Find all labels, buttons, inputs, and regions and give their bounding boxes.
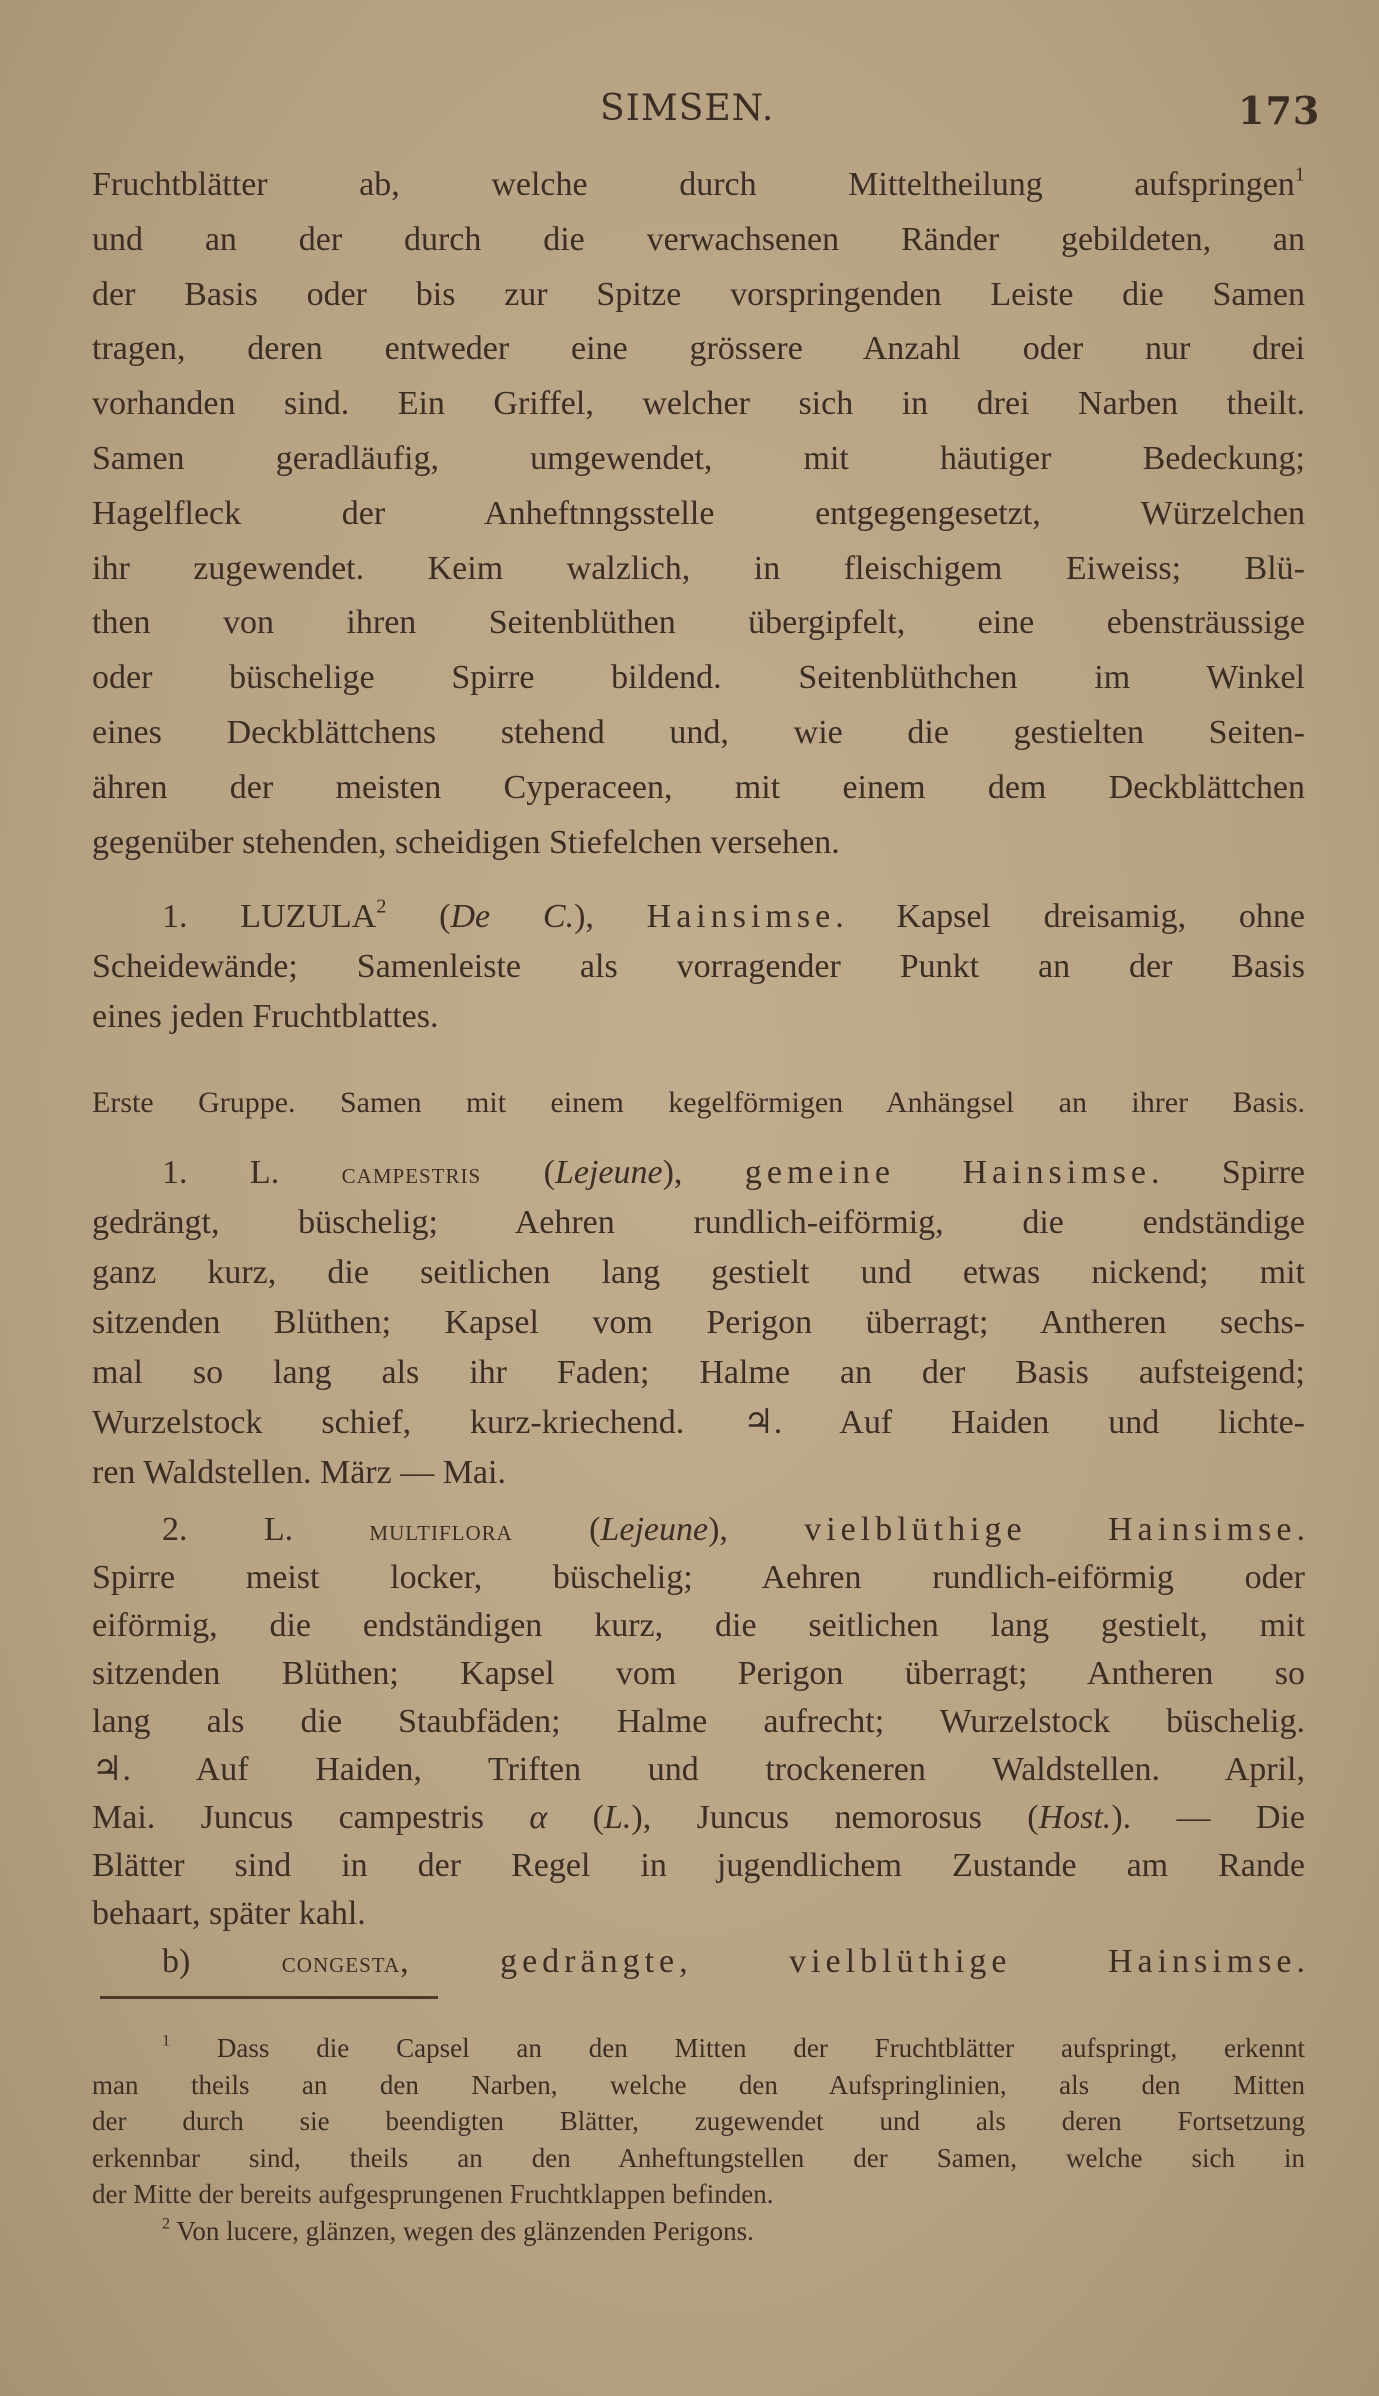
- styled-text: gemeine Hainsimse: [744, 1154, 1151, 1191]
- text-segment: (: [547, 1799, 604, 1836]
- text-segment: Dass die Capsel an den Mitten der Fruchtblätter aufspringt, erkennt: [170, 2033, 1305, 2063]
- text-segment: gegenüber stehenden, scheidigen Stiefelchen versehen.: [92, 823, 840, 861]
- text-line: [92, 1398, 1305, 1448]
- text-line: [92, 1448, 1305, 1498]
- styled-text: congesta: [281, 1945, 401, 1979]
- text-line: [92, 1078, 1305, 1128]
- text-line: [92, 816, 1305, 871]
- text-segment: lang als die Staubfäden; Halme aufrecht; Wurzelstock büschelig.: [92, 1703, 1305, 1740]
- text-line: [92, 992, 1305, 1042]
- text-segment: ), Juncus nemorosus (: [631, 1799, 1039, 1836]
- text-line: [92, 651, 1305, 706]
- text-segment: gedrängt, büschelig; Aehren rundlich-eiförmig, die endständige: [92, 1204, 1305, 1241]
- text-line: [92, 1842, 1305, 1890]
- text-line: [92, 1890, 1305, 1938]
- text-segment: der Mitte der bereits aufgesprungenen Fruchtklappen befinden.: [92, 2179, 774, 2210]
- text-line: [92, 2030, 1305, 2067]
- text-segment: der durch sie beendigten Blätter, zugewendet und als deren Fortsetzung: [92, 2106, 1305, 2137]
- text-line: [92, 1348, 1305, 1398]
- text-line: [92, 1506, 1305, 1554]
- text-line: [92, 377, 1305, 432]
- text-segment: 1. L.: [162, 1154, 342, 1191]
- genus-luzula-paragraph: [92, 892, 1305, 1042]
- text-segment: 1. LUZULA: [162, 898, 377, 935]
- text-segment: ähren der meisten Cyperaceen, mit einem dem Deckblättchen: [92, 768, 1305, 806]
- styled-text: vielblüthige Hainsimse: [804, 1511, 1297, 1548]
- text-segment: Fruchtblätter ab, welche durch Mitteltheilung aufspringen: [92, 166, 1295, 203]
- text-segment: (: [386, 898, 451, 935]
- text-segment: then von ihren Seitenblüthen übergipfelt, eine ebensträussige: [92, 604, 1305, 642]
- text-line: [92, 892, 1305, 942]
- text-segment: man theils an den Narben, welche den Aufspringlinien, als den Mitten: [92, 2069, 1305, 2100]
- footnotes: [92, 2030, 1305, 2250]
- footnote-marker: 1: [162, 2031, 171, 2050]
- text-line: [92, 1746, 1305, 1794]
- styled-text: L.: [603, 1799, 632, 1836]
- text-line: [92, 761, 1305, 816]
- text-segment: Samen geradläufig, umgewendet, mit häutiger Bedeckung;: [92, 439, 1305, 477]
- text-line: [92, 432, 1305, 487]
- footnote-marker: 2: [162, 2214, 171, 2233]
- text-segment: und an der durch die verwachsenen Ränder gebildeten, an: [92, 220, 1305, 258]
- running-header-title: SIMSEN.: [600, 88, 775, 129]
- text-segment: eines Deckblättchens stehend und, wie die gestielten Seiten-: [92, 713, 1305, 751]
- text-line: [92, 1298, 1305, 1348]
- text-segment: sitzenden Blüthen; Kapsel vom Perigon überragt; Antheren so: [92, 1655, 1305, 1692]
- text-segment: ),: [662, 1154, 745, 1191]
- footnote-marker: 1: [1294, 163, 1305, 186]
- styled-text: campestris: [341, 1156, 482, 1190]
- text-segment: Von lucere, glänzen, wegen des glänzenden Perigons.: [170, 2215, 754, 2246]
- text-segment: eiförmig, die endständigen kurz, die seitlichen lang gestielt, mit: [92, 1607, 1305, 1644]
- text-segment: 2. L.: [162, 1511, 370, 1548]
- text-segment: ganz kurz, die seitlichen lang gestielt und etwas nickend; mit: [92, 1254, 1305, 1291]
- text-segment: mal so lang als ihr Faden; Halme an der Basis aufsteigend;: [92, 1354, 1305, 1391]
- text-segment: Blätter sind in der Regel in jugendlichem Zustande am Rande: [92, 1847, 1305, 1884]
- text-segment: eines jeden Fruchtblattes.: [92, 998, 439, 1035]
- text-segment: der Basis oder bis zur Spitze vorspringenden Leiste die Samen: [92, 275, 1305, 313]
- text-segment: ihr zugewendet. Keim walzlich, in fleischigem Eiweiss; Blü-: [92, 549, 1305, 587]
- text-line: [92, 2103, 1305, 2140]
- species-multiflora-paragraph: [92, 1506, 1305, 1986]
- text-line: [92, 542, 1305, 597]
- text-line: [92, 1148, 1305, 1198]
- text-segment: Scheidewände; Samenleiste als vorragender Punkt an der Basis: [92, 948, 1305, 985]
- text-segment: . Kapsel dreisamig, ohne: [835, 898, 1306, 935]
- text-segment: . Spirre: [1151, 1154, 1306, 1191]
- text-segment: oder büschelige Spirre bildend. Seitenblüthchen im Winkel: [92, 659, 1305, 697]
- text-segment: Mai. Juncus campestris: [92, 1799, 530, 1836]
- text-segment: erkennbar sind, theils an den Anheftungstellen der Samen, welche sich in: [92, 2142, 1305, 2173]
- styled-text: De C.: [450, 898, 575, 935]
- text-segment: (: [481, 1154, 555, 1191]
- styled-text: α: [529, 1799, 548, 1836]
- group-heading: [92, 1078, 1305, 1128]
- text-line: [92, 158, 1305, 213]
- styled-text: Lejeune: [554, 1154, 663, 1191]
- text-line: [92, 213, 1305, 268]
- text-line: [92, 1794, 1305, 1842]
- species-campestris-paragraph: [92, 1148, 1305, 1498]
- text-line: [92, 268, 1305, 323]
- text-segment: behaart, später kahl.: [92, 1895, 366, 1932]
- text-line: [92, 596, 1305, 651]
- text-line: [92, 322, 1305, 377]
- text-line: [92, 2140, 1305, 2177]
- text-segment: ),: [574, 898, 647, 935]
- text-line: [92, 1248, 1305, 1298]
- text-line: [92, 1650, 1305, 1698]
- styled-text: Hainsimse: [646, 898, 836, 935]
- text-line: [92, 1938, 1305, 1986]
- text-segment: sitzenden Blüthen; Kapsel vom Perigon überragt; Antheren sechs-: [92, 1304, 1305, 1341]
- styled-text: Host.: [1038, 1799, 1112, 1836]
- text-line: [92, 1198, 1305, 1248]
- text-segment: ,: [400, 1943, 501, 1980]
- text-segment: (: [512, 1511, 601, 1548]
- text-segment: ren Waldstellen. März — Mai.: [92, 1454, 506, 1491]
- text-segment: Spirre meist locker, büschelig; Aehren rundlich-eiförmig oder: [92, 1559, 1305, 1596]
- text-segment: .: [1296, 1943, 1306, 1980]
- footnote-divider: [100, 1996, 438, 1999]
- styled-text: multiflora: [369, 1513, 513, 1547]
- text-segment: Wurzelstock schief, kurz-kriechend. ♃. Auf Haiden und lichte-: [92, 1404, 1305, 1441]
- styled-text: gedrängte, vielblüthige Hainsimse: [500, 1943, 1297, 1980]
- text-line: [92, 706, 1305, 761]
- text-segment: Hagelfleck der Anheftnngsstelle entgegengesetzt, Würzelchen: [92, 494, 1305, 532]
- text-segment: vorhanden sind. Ein Griffel, welcher sich in drei Narben theilt.: [92, 385, 1305, 423]
- text-line: [92, 942, 1305, 992]
- text-line: [92, 1698, 1305, 1746]
- text-segment: tragen, deren entweder eine grössere Anzahl oder nur drei: [92, 330, 1305, 368]
- text-segment: ),: [708, 1511, 805, 1548]
- text-line: [92, 2176, 1305, 2213]
- styled-text: Lejeune: [600, 1511, 709, 1548]
- text-line: [92, 2067, 1305, 2104]
- page-number: 173: [1238, 88, 1321, 133]
- text-line: [92, 1554, 1305, 1602]
- text-line: [92, 487, 1305, 542]
- text-segment: .: [1296, 1511, 1305, 1548]
- text-segment: Erste Gruppe. Samen mit einem kegelförmigen Anhängsel an ihrer Basis.: [92, 1086, 1305, 1119]
- intro-paragraph: [92, 158, 1305, 870]
- text-segment: b): [162, 1943, 282, 1980]
- footnote-marker: 2: [376, 895, 387, 918]
- text-segment: ♃. Auf Haiden, Triften und trockeneren Waldstellen. April,: [92, 1751, 1305, 1788]
- text-segment: ). — Die: [1111, 1799, 1305, 1836]
- text-line: [92, 1602, 1305, 1650]
- text-line: [92, 2213, 1305, 2250]
